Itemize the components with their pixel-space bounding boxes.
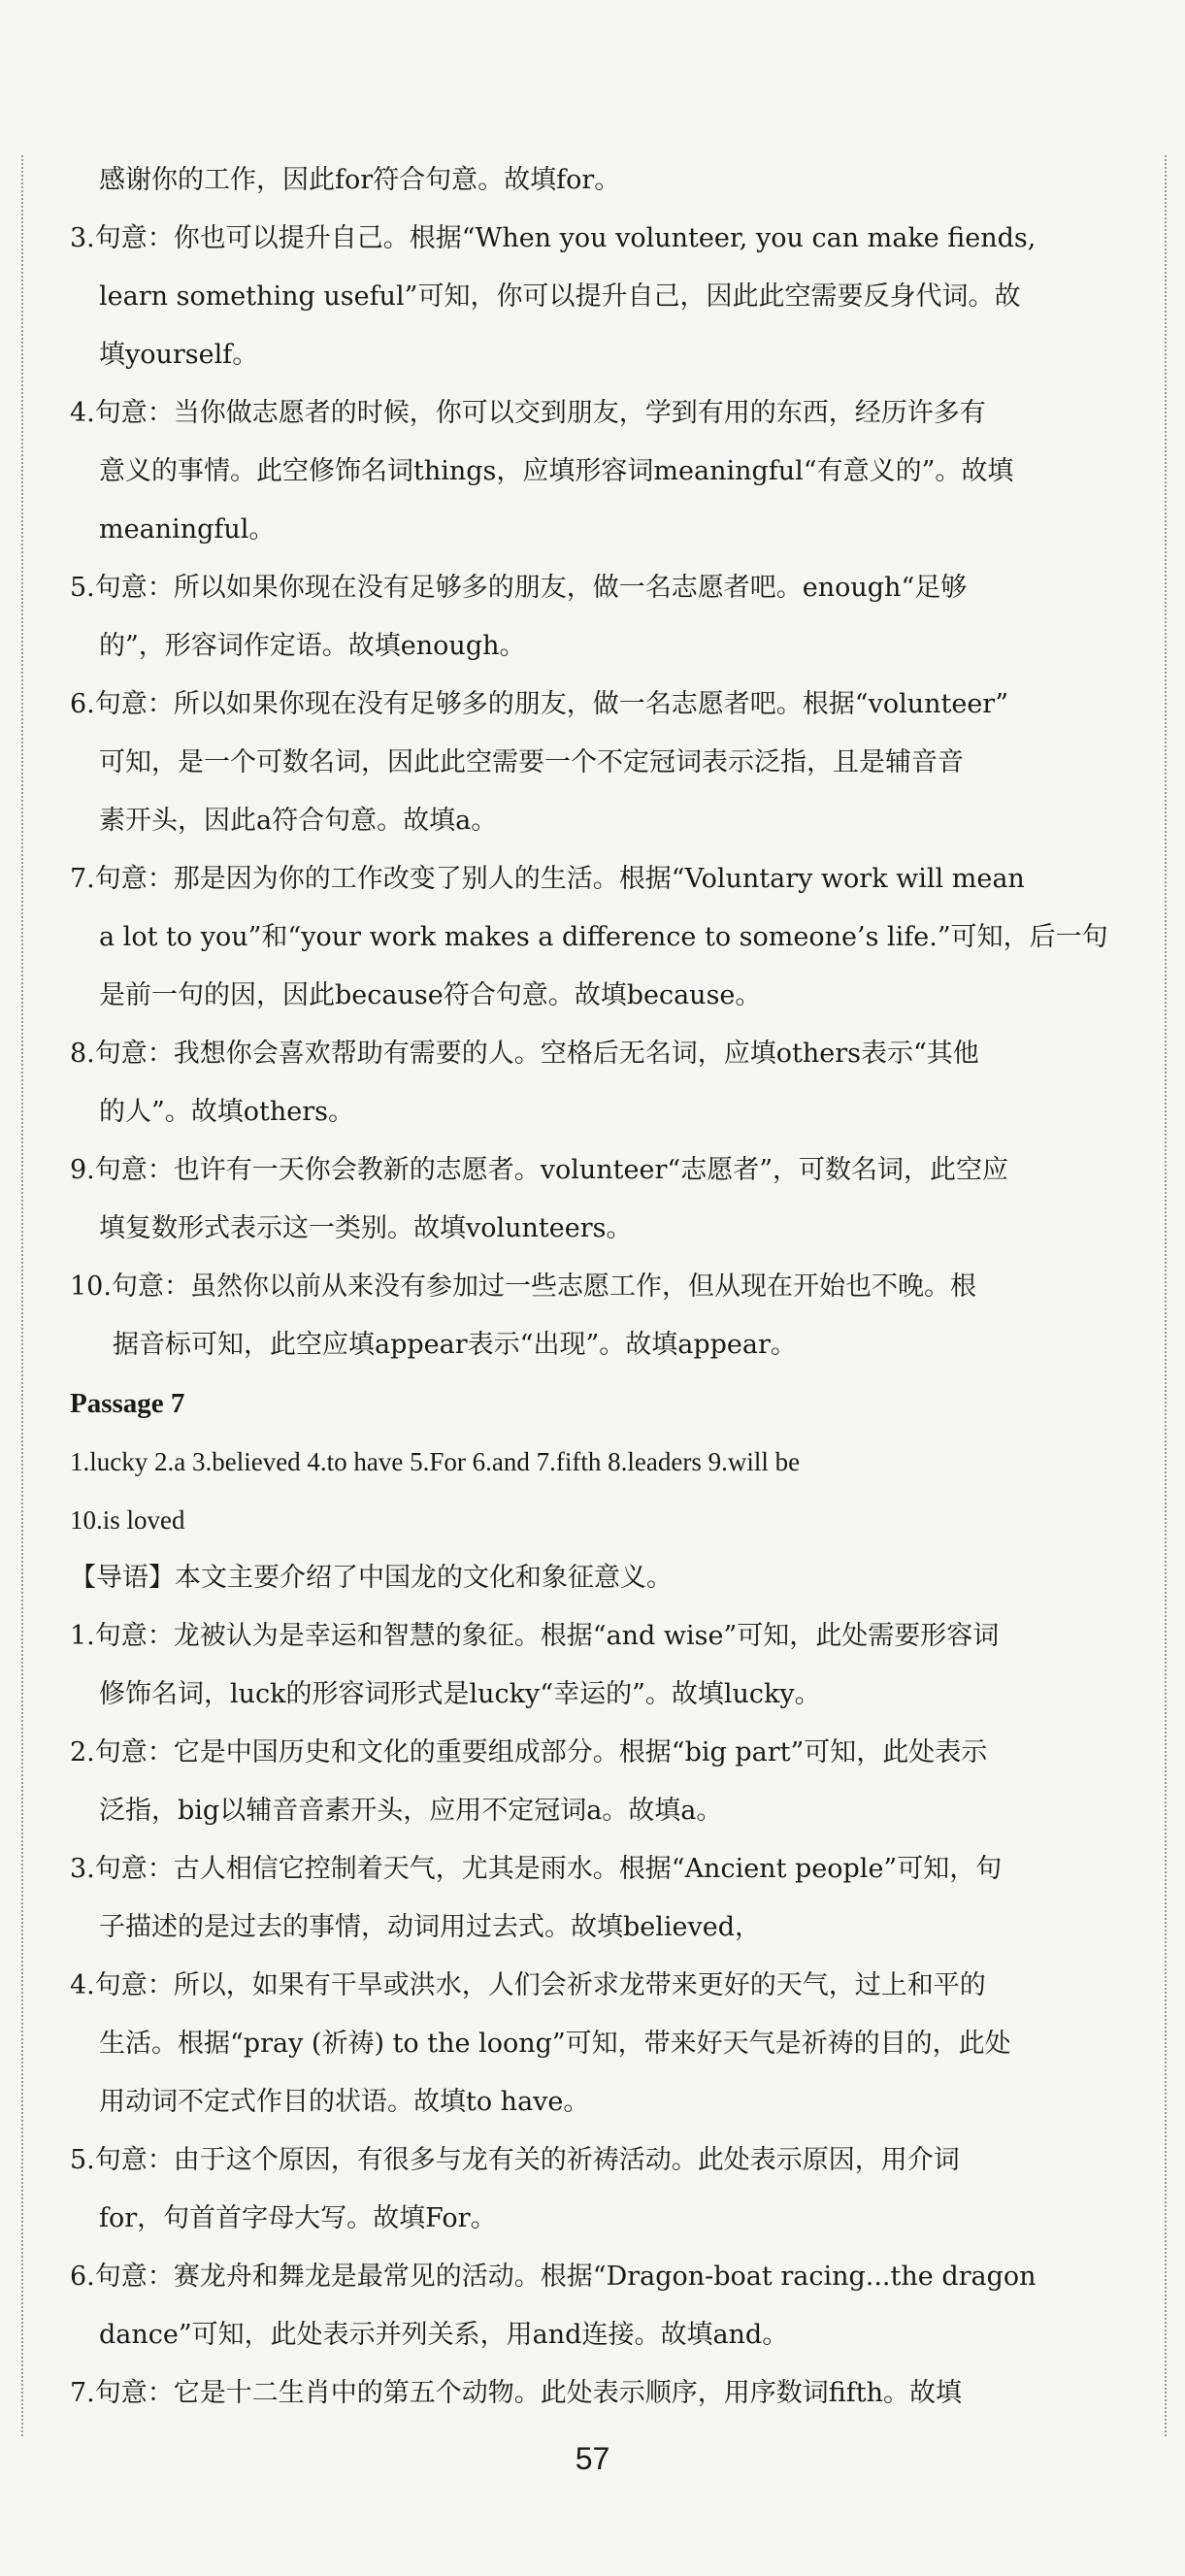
text-line: 用动词不定式作目的状语。故填to have。: [99, 2087, 590, 2117]
text-line: 的”，形容词作定语。故填enough。: [99, 631, 526, 661]
text-line: 3.句意：你也可以提升自己。根据“When you volunteer, you can make fiends,: [70, 223, 1037, 253]
text-line: 意义的事情。此空修饰名词things，应填形容词meaningful“有意义的”。故填: [99, 456, 1014, 486]
text-line: meaningful。: [99, 514, 276, 545]
text-line: for，句首首字母大写。故填For。: [99, 2203, 497, 2233]
left-perforation-edge: [21, 155, 23, 2436]
text-line: 填yourself。: [99, 340, 259, 370]
text-line: 6.句意：所以如果你现在没有足够多的朋友，做一名志愿者吧。根据“volunteer”: [70, 689, 1009, 719]
text-line: 7.句意：那是因为你的工作改变了别人的生活。根据“Voluntary work will mean: [70, 864, 1025, 894]
text-line: 1.句意：龙被认为是幸运和智慧的象征。根据“and wise”可知，此处需要形容词: [70, 1621, 1000, 1651]
answer-key-line: 10.is loved: [70, 1505, 185, 1535]
text-line: 是前一句的因，因此because符合句意。故填because。: [99, 980, 762, 1010]
page-number: 57: [575, 2441, 610, 2476]
text-line: 生活。根据“pray (祈祷) to the loong”可知，带来好天气是祈祷的目的，此处: [99, 2029, 1011, 2059]
right-perforation-edge: [1165, 155, 1167, 2436]
text-line: 据音标可知，此空应填appear表示“出现”。故填appear。: [113, 1330, 797, 1360]
text-line: 9.句意：也许有一天你会教新的志愿者。volunteer“志愿者”，可数名词，此空应: [70, 1155, 1009, 1185]
text-line: 4.句意：所以，如果有干旱或洪水，人们会祈求龙带来更好的天气，过上和平的: [70, 1970, 986, 2000]
text-line: 4.句意：当你做志愿者的时候，你可以交到朋友，学到有用的东西，经历许多有: [70, 398, 986, 428]
text-line: 的人”。故填others。: [99, 1097, 355, 1127]
text-line: 10.句意：虽然你以前从来没有参加过一些志愿工作，但从现在开始也不晚。根: [70, 1271, 976, 1302]
text-line: 6.句意：赛龙舟和舞龙是最常见的活动。根据“Dragon-boat racing...the dragon: [70, 2262, 1037, 2292]
text-line: learn something useful”可知，你可以提升自己，因此此空需要反身代词。故: [99, 281, 1021, 312]
text-line: 修饰名词，luck的形容词形式是lucky“幸运的”。故填lucky。: [99, 1679, 821, 1709]
text-line: 5.句意：所以如果你现在没有足够多的朋友，做一名志愿者吧。enough“足够: [70, 573, 968, 603]
text-line: 素开头，因此a符合句意。故填a。: [99, 806, 498, 836]
answer-key-line: 1.lucky 2.a 3.believed 4.to have 5.For 6.and 7.fifth 8.leaders 9.will be: [70, 1447, 801, 1476]
passage-heading: Passage 7: [70, 1388, 185, 1419]
answer-explanations-passage-7: [70, 1549, 1137, 2423]
text-line: 可知，是一个可数名词，因此此空需要一个不定冠词表示泛指，且是辅音音: [99, 747, 964, 777]
text-line: 8.句意：我想你会喜欢帮助有需要的人。空格后无名词，应填others表示“其他: [70, 1039, 979, 1069]
text-line: 泛指，big以辅音音素开头，应用不定冠词a。故填a。: [99, 1796, 723, 1826]
text-line: 5.句意：由于这个原因，有很多与龙有关的祈祷活动。此处表示原因，用介词: [70, 2145, 960, 2175]
text-line: 填复数形式表示这一类别。故填volunteers。: [99, 1213, 633, 1243]
text-line: 2.句意：它是中国历史和文化的重要组成部分。根据“big part”可知，此处表示: [70, 1737, 988, 1767]
text-line: a lot to you”和“your work makes a difference to someone’s life.”可知，后一句: [99, 922, 1108, 952]
text-line: 7.句意：它是十二生肖中的第五个动物。此处表示顺序，用序数词fifth。故填: [70, 2378, 963, 2408]
answer-explanations-passage-6: [70, 151, 1137, 1374]
page-content: [70, 151, 1137, 2423]
text-line: 【导语】本文主要介绍了中国龙的文化和象征意义。: [70, 1563, 673, 1593]
text-line: dance”可知，此处表示并列关系，用and连接。故填and。: [99, 2320, 789, 2350]
text-line: 感谢你的工作，因此for符合句意。故填for。: [99, 165, 621, 195]
text-line: 3.句意：古人相信它控制着天气，尤其是雨水。根据“Ancient people”可知，句: [70, 1854, 1003, 1884]
text-line: 子描述的是过去的事情，动词用过去式。故填believed，: [99, 1912, 762, 1942]
